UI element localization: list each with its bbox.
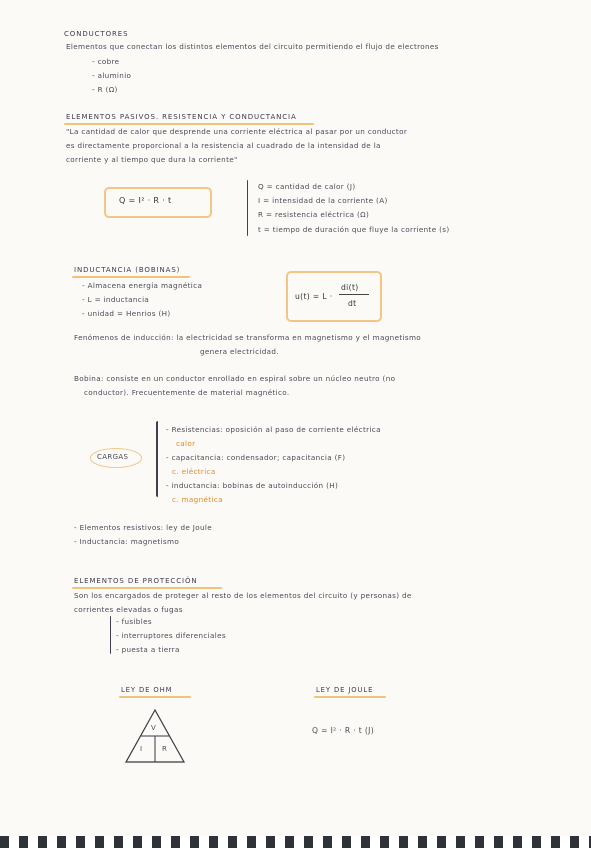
joule-formula: Q = I² · R · t bbox=[119, 196, 172, 205]
proteccion-description: corrientes elevadas o fugas bbox=[74, 605, 183, 614]
list-item: - interruptores diferenciales bbox=[116, 631, 226, 640]
list-item: - Almacena energía magnética bbox=[82, 281, 203, 290]
inductance-formula-denominator: dt bbox=[348, 299, 357, 308]
paper-edge-strip bbox=[0, 836, 591, 848]
ley-joule-formula: Q = I² · R · t (J) bbox=[312, 726, 375, 735]
carga-note: c. magnética bbox=[172, 495, 223, 504]
definition-item: t = tiempo de duración que fluye la corriente (s) bbox=[258, 225, 450, 234]
list-item: - aluminio bbox=[92, 71, 132, 80]
quote-line: "La cantidad de calor que desprende una corriente eléctrica al pasar por un conductor bbox=[66, 127, 408, 136]
fenomenos-line: Fenómenos de inducción: la electricidad se transforma en magnetismo y el magnetismo bbox=[74, 333, 422, 342]
triangle-label-r: R bbox=[162, 745, 168, 753]
fenomenos-line: genera electricidad. bbox=[200, 347, 279, 356]
section-title-pasivos: ELEMENTOS PASIVOS. RESISTENCIA Y CONDUCTANCIA bbox=[66, 113, 297, 121]
title-underline bbox=[314, 696, 386, 698]
section-title-inductancia: INDUCTANCIA (BOBINAS) bbox=[74, 266, 181, 274]
section-title-proteccion: ELEMENTOS DE PROTECCIÓN bbox=[74, 577, 198, 585]
title-underline bbox=[64, 123, 314, 125]
carga-note: calor bbox=[176, 439, 196, 448]
carga-item: - Resistencias: oposición al paso de corriente eléctrica bbox=[166, 425, 381, 434]
quote-line: es directamente proporcional a la resistencia al cuadrado de la intensidad de la bbox=[66, 141, 381, 150]
ley-ohm-title: LEY DE OHM bbox=[121, 686, 173, 694]
ohm-triangle-diagram bbox=[124, 708, 186, 764]
brace bbox=[156, 421, 158, 497]
proteccion-description: Son los encargados de proteger al resto de los elementos del circuito (y personas) de bbox=[74, 591, 412, 600]
triangle-label-v: V bbox=[151, 724, 157, 732]
list-item: - puesta a tierra bbox=[116, 645, 180, 654]
list-item: - cobre bbox=[92, 57, 120, 66]
fraction-bar bbox=[339, 294, 369, 295]
brace bbox=[110, 616, 111, 654]
definition-item: I = intensidad de la corriente (A) bbox=[258, 196, 388, 205]
inductance-formula-numerator: di(t) bbox=[341, 283, 359, 292]
list-item: - Inductancia: magnetismo bbox=[74, 537, 180, 546]
definition-item: R = resistencia eléctrica (Ω) bbox=[258, 210, 370, 219]
bobina-line: conductor). Frecuentemente de material magnético. bbox=[84, 388, 290, 397]
brace bbox=[247, 180, 248, 236]
cargas-label: CARGAS bbox=[97, 453, 129, 461]
title-underline bbox=[72, 587, 222, 589]
conductores-description: Elementos que conectan los distintos elementos del circuito permitiendo el flujo de electrones bbox=[66, 42, 439, 51]
ley-joule-title: LEY DE JOULE bbox=[316, 686, 374, 694]
bobina-line: Bobina: consiste en un conductor enrollado en espiral sobre un núcleo neutro (no bbox=[74, 374, 396, 383]
list-item: - unidad = Henrios (H) bbox=[82, 309, 171, 318]
list-item: - Elementos resistivos: ley de Joule bbox=[74, 523, 213, 532]
list-item: - R (Ω) bbox=[92, 85, 118, 94]
title-underline bbox=[72, 276, 190, 278]
title-underline bbox=[119, 696, 191, 698]
list-item: - L = inductancia bbox=[82, 295, 150, 304]
inductance-formula-left: u(t) = L · bbox=[295, 292, 333, 301]
quote-line: corriente y al tiempo que dura la corriente" bbox=[66, 155, 238, 164]
triangle-label-i: I bbox=[140, 745, 143, 753]
definition-item: Q = cantidad de calor (J) bbox=[258, 182, 356, 191]
list-item: - fusibles bbox=[116, 617, 152, 626]
section-title-conductores: CONDUCTORES bbox=[64, 30, 129, 38]
carga-item: - inductancia: bobinas de autoinducción (H) bbox=[166, 481, 339, 490]
carga-item: - capacitancia: condensador; capacitancia (F) bbox=[166, 453, 346, 462]
carga-note: c. eléctrica bbox=[172, 467, 216, 476]
